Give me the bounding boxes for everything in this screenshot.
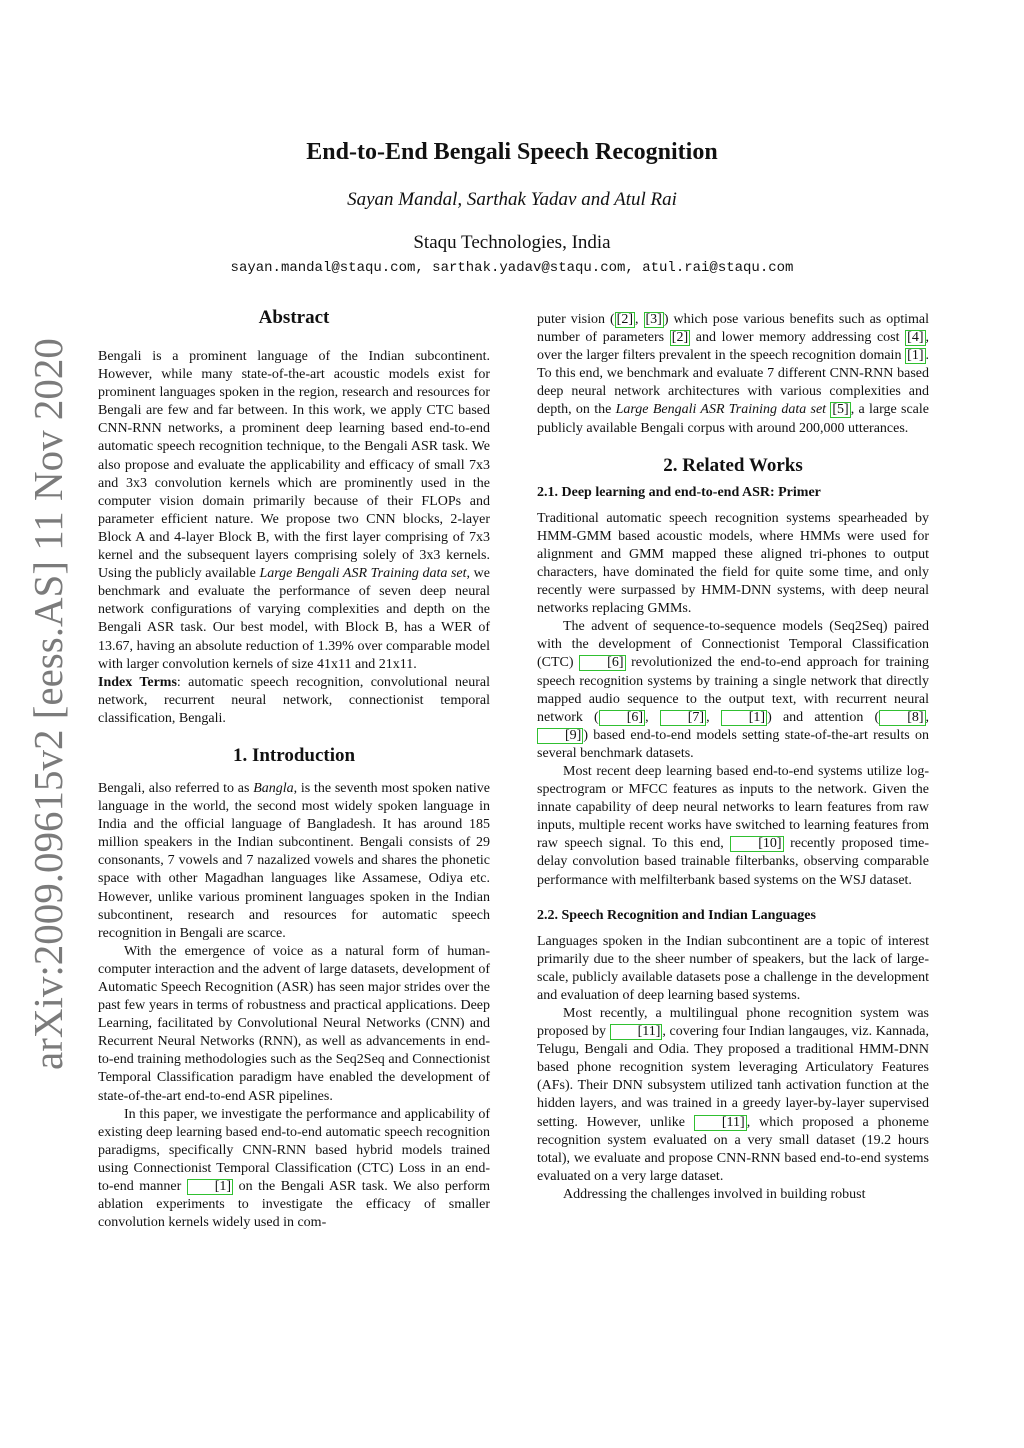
citation-link[interactable]: [4] — [907, 330, 924, 346]
rel-text: , — [645, 709, 660, 725]
paper-authors: Sayan Mandal, Sarthak Yadav and Atul Rai — [347, 189, 677, 210]
cont-text: , over the larger filters prevalent in the speech recognition domain — [537, 330, 929, 364]
intro-paragraph-3 — [98, 1106, 490, 1233]
abstract-paragraph — [98, 348, 490, 674]
citation-link[interactable]: [7] — [660, 710, 706, 726]
intro-p3-text-end: on the Bengali ASR task. We also perform ablation experiments to investigate the efficacy of smaller convolution kernels widely used in com- — [98, 1179, 491, 1231]
related-paragraph-5 — [537, 1005, 929, 1186]
citation-link[interactable]: [2] — [616, 312, 633, 327]
cont-text: puter vision ( — [537, 312, 615, 327]
rel-text: , which proposed a phoneme recognition system evaluated on a very small dataset (19.2 hours total), we evaluate and propose CNN-RNN based end-to-end systems evaluated on a very large dataset. — [537, 1114, 929, 1184]
abstract-text: Bengali is a prominent language of the Indian subcontinent. However, while many state-of-the-art acoustic models exist for prominent languages spoken in the region, research and resources for Bengali are few and far between. In this work, we apply CTC based CNN-RNN networks, a prominent deep learning based end-to-end automatic speech recognition technique, to the Bengali ASR task. We also propose and evaluate the applicability and efficacy of small 7x3 and 3x3 convolution kernels which are prominently used in the computer vision domain primarily because of their FLOPs and parameter efficient nature. We propose two CNN blocks, 2-layer Block A and 4-layer Block B, with the first layer comprising of 7x3 kernel and the subsequent layers comprising solely of 3x3 kernels. Using the publicly available — [98, 349, 490, 582]
rel-text: Most recently, a multilingual phone recognition system was proposed by — [537, 1006, 929, 1040]
cont-text: and lower memory addressing cost — [690, 330, 906, 346]
index-terms-list: : automatic speech recognition, convolutional neural network, recurrent neural network, connectionist temporal classification, Bengali. — [98, 674, 491, 726]
related-paragraph-6: Addressing the challenges involved in building robust — [563, 1186, 866, 1202]
author-emails[interactable]: sayan.mandal@staqu.com, sarthak.yadav@staqu.com, atul.rai@staqu.com — [230, 260, 794, 276]
index-terms — [98, 674, 490, 728]
intro-p1-text: Bengali, also referred to as — [98, 780, 254, 796]
paper-affiliation: Staqu Technologies, India — [413, 232, 611, 253]
cont-text: . To this end, we benchmark and evaluate 7 different CNN-RNN based deep neural network architectures with various complexities and depth, on the — [537, 348, 929, 418]
intro-continuation — [537, 311, 929, 438]
abstract-heading: Abstract — [258, 307, 330, 328]
related-paragraph-3 — [537, 763, 929, 890]
rel-text: ) based end-to-end models setting state-of-the-art results on several benchmark datasets. — [537, 727, 929, 761]
cont-text: ) which pose various benefits such as optimal number of parameters — [537, 312, 930, 346]
intro-p3-text: In this paper, we investigate the performance and applicability of existing deep learning based end-to-end automatic speech recognition paradigms, specifically CNN-RNN based hybrid models trained using Connectionist Temporal Classification (CTC) Loss in an end-to-end manner — [98, 1106, 490, 1195]
citation-link[interactable]: [11] — [610, 1024, 663, 1040]
related-paragraph-4: Languages spoken in the Indian subcontinent are a topic of interest primarily due to the sheer number of speakers, but the lack of large-scale, publicly available datasets pose a challenge in the development and evaluation of deep learning based systems. — [537, 933, 929, 1003]
citation-link[interactable]: [11] — [694, 1115, 747, 1131]
intro-p1-emphasis: Bangla — [253, 780, 294, 796]
citation-link[interactable]: [2] — [671, 330, 689, 346]
rel-text: , — [925, 709, 930, 725]
citation-link[interactable]: [5] — [832, 402, 849, 418]
rel-text: revolutionized the end-to-end approach for training speech recognition systems by training a single network that directly mapped audio sequence to the output text, with recurrent neural network ( — [537, 655, 929, 725]
cont-text: , — [635, 312, 644, 327]
rel-text: , covering four Indian langauges, viz. Kannada, Telugu, Bengali and Odia. They proposed a traditional HMM-DNN based phone recognition system leveraging Articulatory Features (AFs). Their DNN subsystem utilized tanh activation function at the hidden layers, and was trained in a greedy layer-by-layer supervised setting. However, unlike — [537, 1024, 929, 1130]
citation-link[interactable]: [3] — [645, 312, 662, 327]
intro-paragraph-1 — [98, 780, 490, 943]
index-terms-label: Index Terms — [98, 674, 177, 690]
subsection-heading-2-2: 2.2. Speech Recognition and Indian Languages — [537, 907, 816, 923]
intro-p1-text-end: , is the seventh most spoken native language in the world, the second most widely spoken language in India and the official language of Bangladesh. It has around 185 million speakers in the Indian subcontinent. Bengali consists of 29 consonants, 7 vowels and 7 nazalized vowels and shares the phonetic space with other Magadhan languages like Assamese, Odiya etc. However, unlike various prominent languages spoken in the Indian subcontinent, research and resources for automatic speech recognition in Bengali are scarce. — [98, 780, 490, 941]
right-column — [537, 311, 929, 1204]
abstract-text-end: , we benchmark and evaluate the performance of seven deep neural network configurations of varying complexities and depth on the Bengali ASR task. Our best model, with Block B, has a WER of 13.67, having an absolute reduction of 1.39% over comparable model with larger convolution kernels of size 41x11 and 21x11. — [98, 566, 490, 672]
intro-paragraph-2: With the emergence of voice as a natural form of human-computer interaction and the advent of large datasets, development of Automatic Speech Recognition (ASR) has seen major strides over the past few years in terms of robustness and practical applications. Deep Learning, facilitated by Convolutional Neural Networks (CNN) and Recurrent Neural Networks (RNN), as well as advancements in end-to-end training methodologies such as the Seq2Seq and Connectionist Temporal Classification paradigm have enabled the development of state-of-the-art end-to-end ASR pipelines. — [98, 943, 490, 1104]
subsection-heading-2-1: 2.1. Deep learning and end-to-end ASR: Primer — [537, 484, 821, 500]
paper-title: End-to-End Bengali Speech Recognition — [306, 139, 718, 165]
cont-dataset-name: Large Bengali ASR Training data set — [615, 402, 827, 418]
cont-text: , a large scale publicly available Bengali corpus with around 200,000 utterances. — [537, 402, 930, 436]
rel-text: ) and attention ( — [767, 709, 880, 725]
rel-text: recently proposed time-delay convolution based trainable filterbanks, observing comparable performance with melfilterbank based systems on the WSJ dataset. — [537, 836, 930, 888]
arxiv-identifier[interactable]: arXiv:2009.09615v2 [eess.AS] 11 Nov 2020 — [25, 338, 71, 1070]
rel-text: The advent of sequence-to-sequence models (Seq2Seq) paired with the development of Connectionist Temporal Classification (CTC) — [537, 619, 929, 671]
citation-link[interactable]: [6] — [579, 655, 625, 671]
abstract-dataset-name: Large Bengali ASR Training data set — [259, 566, 467, 582]
introduction-heading: 1. Introduction — [232, 744, 356, 766]
citation-link[interactable]: [1] — [187, 1179, 233, 1195]
citation-link[interactable]: [8] — [879, 710, 925, 726]
citation-link[interactable]: [10] — [730, 836, 783, 852]
citation-link[interactable]: [9] — [537, 728, 583, 744]
citation-link[interactable]: [6] — [599, 710, 645, 726]
left-column — [98, 306, 490, 1232]
citation-link[interactable]: [1] — [907, 348, 924, 364]
rel-text: Most recent deep learning based end-to-end systems utilize log-spectrogram or MFCC features as inputs to the network. Given the innate capability of deep neural networks to learn features from raw inputs, multiple recent works have switched to learning features from raw speech signal. To this end, — [537, 763, 929, 852]
rel-text: , — [706, 709, 721, 725]
related-works-heading: 2. Related Works — [663, 454, 803, 476]
related-paragraph-1: Traditional automatic speech recognition systems spearheaded by HMM-GMM based acoustic models, where HMMs were used for alignment and GMM mapped these aligned tri-phones to output characters, have dominated the field for quite some time, and only recently were surpassed by HMM-DNN systems, with deep neural networks replacing GMMs. — [537, 510, 929, 617]
citation-link[interactable]: [1] — [721, 710, 767, 726]
related-paragraph-2 — [537, 618, 929, 763]
